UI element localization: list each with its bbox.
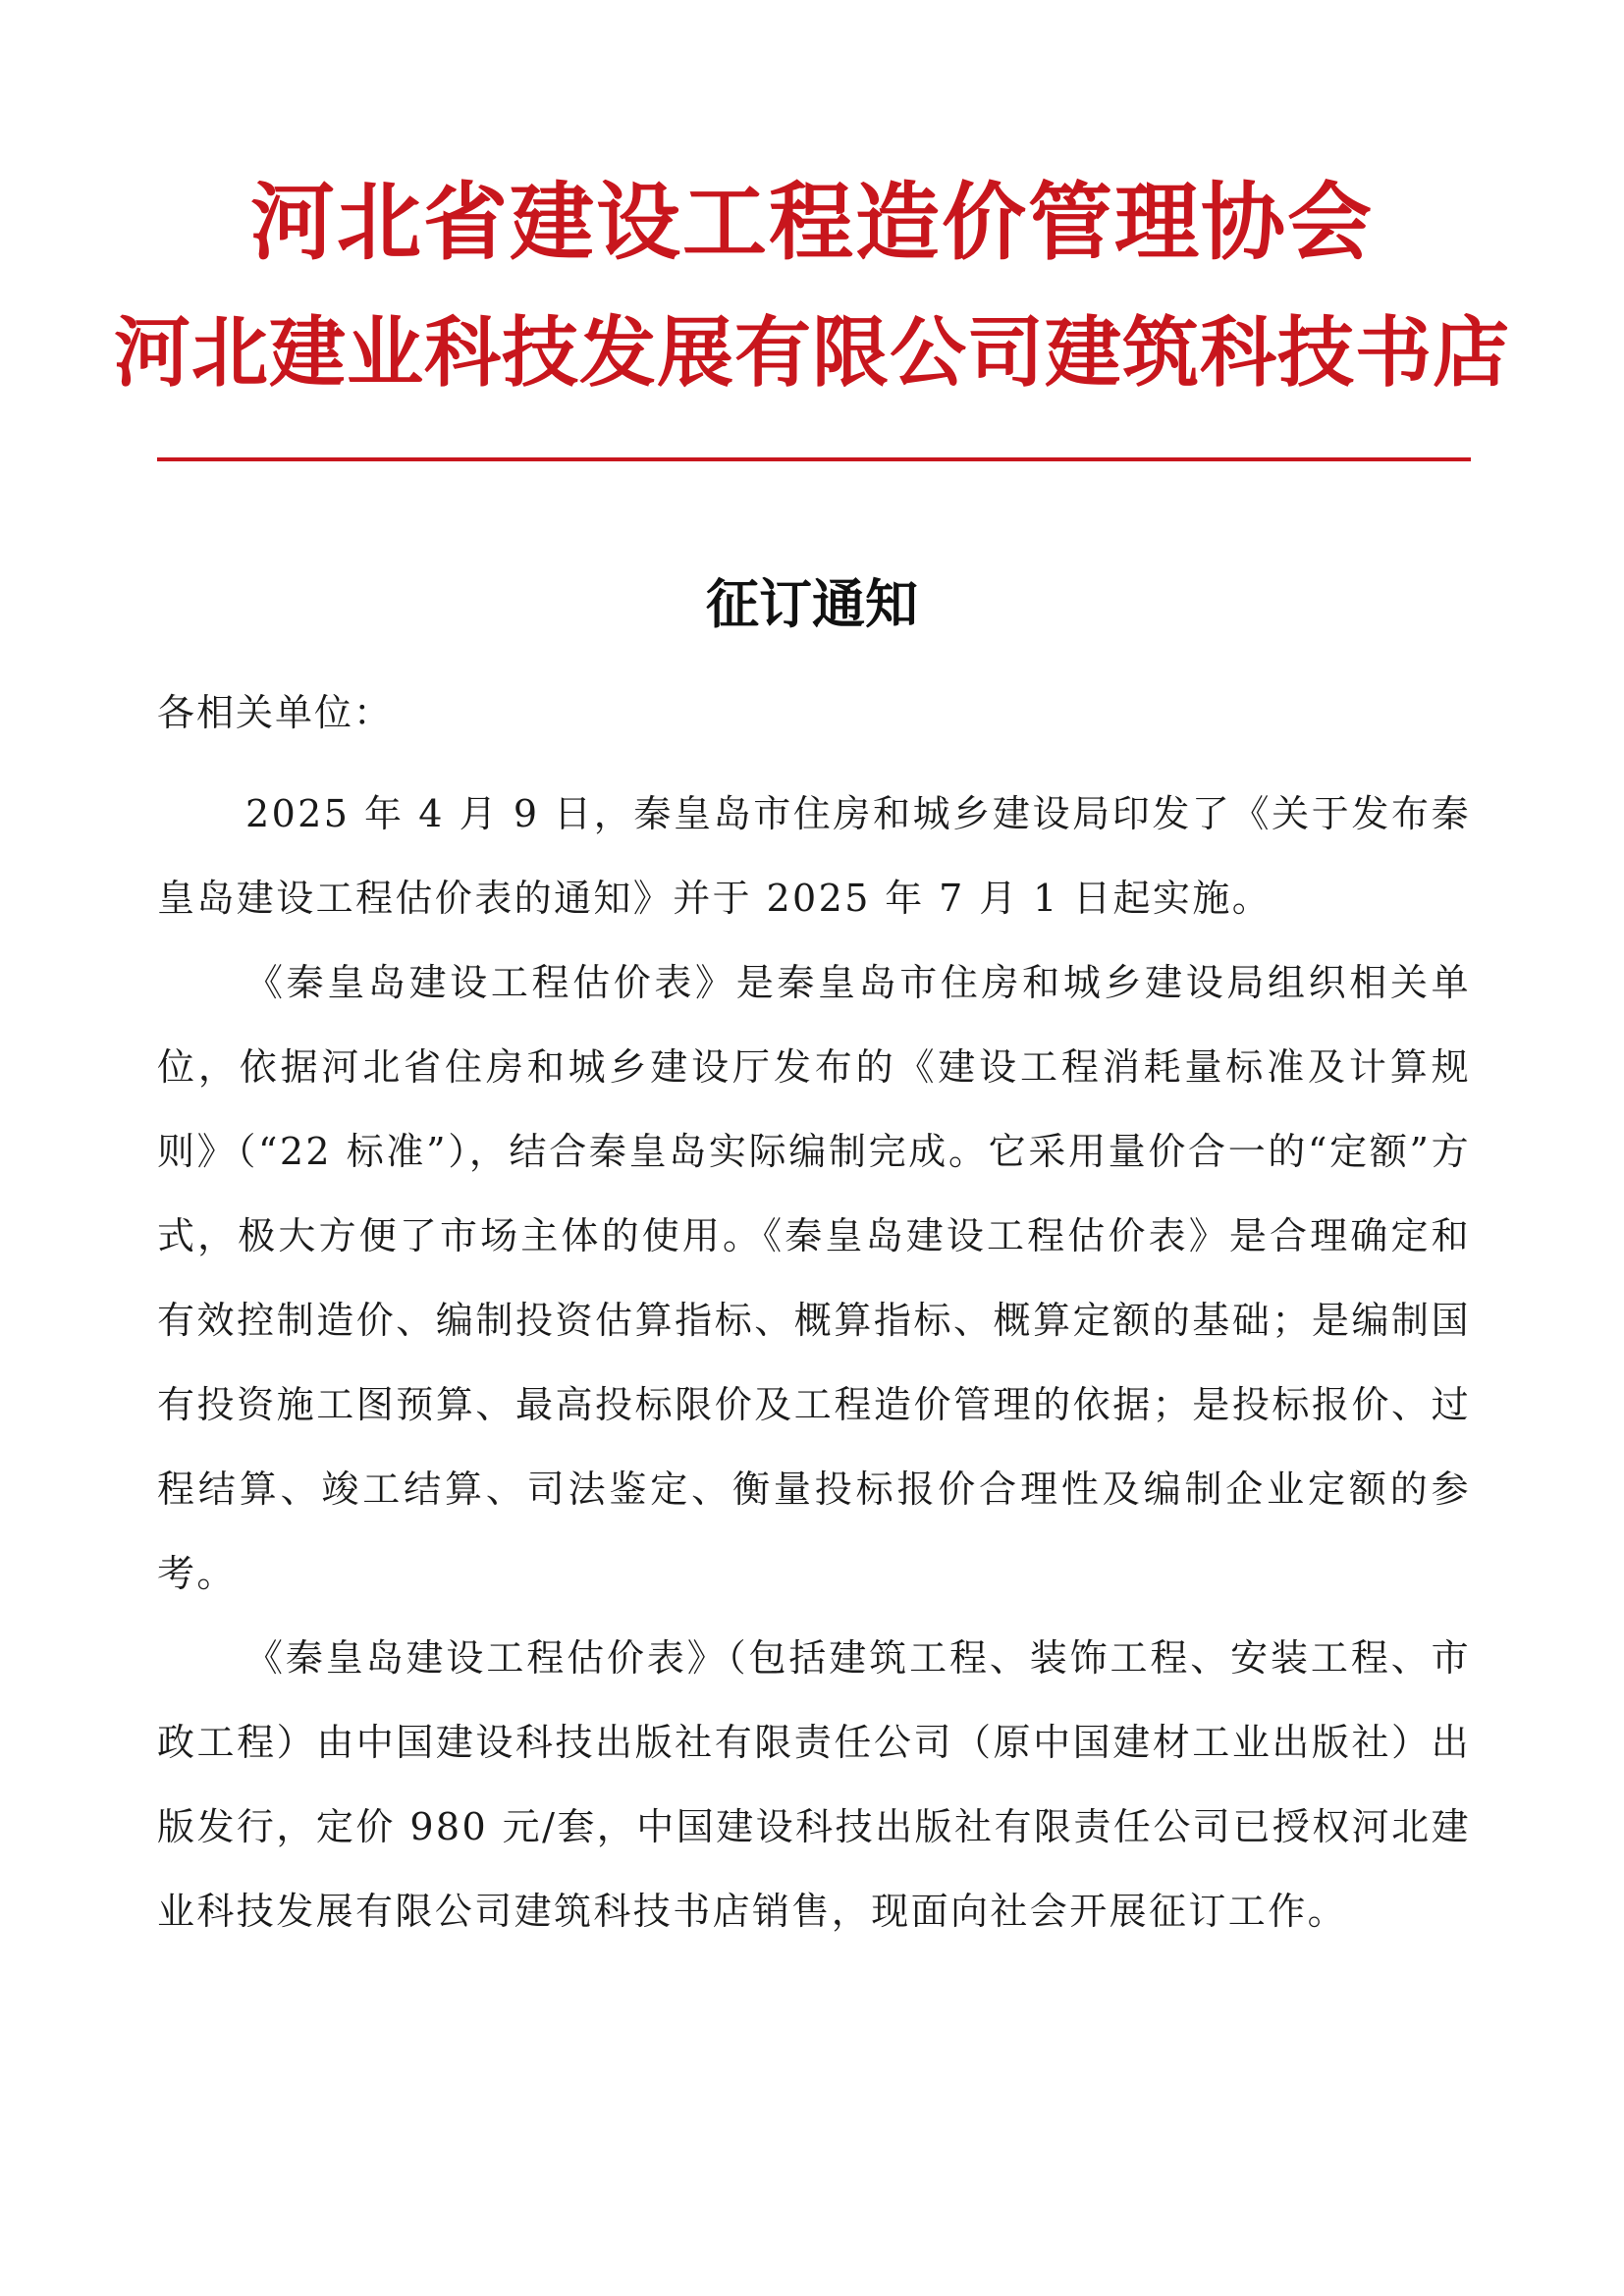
salutation: 各相关单位：	[157, 691, 394, 734]
org-title-secondary: 河北建业科技发展有限公司建筑科技书店	[113, 308, 1510, 398]
paragraph-3: 《秦皇岛建设工程估价表》（包括建筑工程、装饰工程、安装工程、市政工程）由中国建设科技出版社有限责任公司（原中国建材工业出版社）出版发行，定价 980 元/套，中国建设科技出版社有限责任公司已授权河北建业科技发展有限公司建筑科技书店销售，现面向社会开展征订工作。	[157, 1636, 1471, 1933]
document-title: 征订通知	[706, 572, 918, 635]
paragraph-2: 《秦皇岛建设工程估价表》是秦皇岛市住房和城乡建设局组织相关单位，依据河北省住房和城乡建设厅发布的《建设工程消耗量标准及计算规则》（“22 标准”），结合秦皇岛实际编制完成。它采用量价合一的“定额”方式，极大方便了市场主体的使用。《秦皇岛建设工程估价表》是合理确定和有效控制造价、编制投资估算指标、概算指标、概算定额的基础；是编制国有投资施工图预算、最高投标限价及工程造价管理的依据；是投标报价、过程结算、竣工结算、司法鉴定、衡量投标报价合理性及编制企业定额的参考。	[157, 961, 1471, 1595]
document-body	[157, 772, 1471, 1953]
header-divider	[157, 457, 1471, 461]
paragraph-1: 2025 年 4 月 9 日，秦皇岛市住房和城乡建设局印发了《关于发布秦皇岛建设工程估价表的通知》并于 2025 年 7 月 1 日起实施。	[157, 792, 1471, 920]
org-title-primary: 河北省建设工程造价管理协会	[250, 173, 1374, 272]
